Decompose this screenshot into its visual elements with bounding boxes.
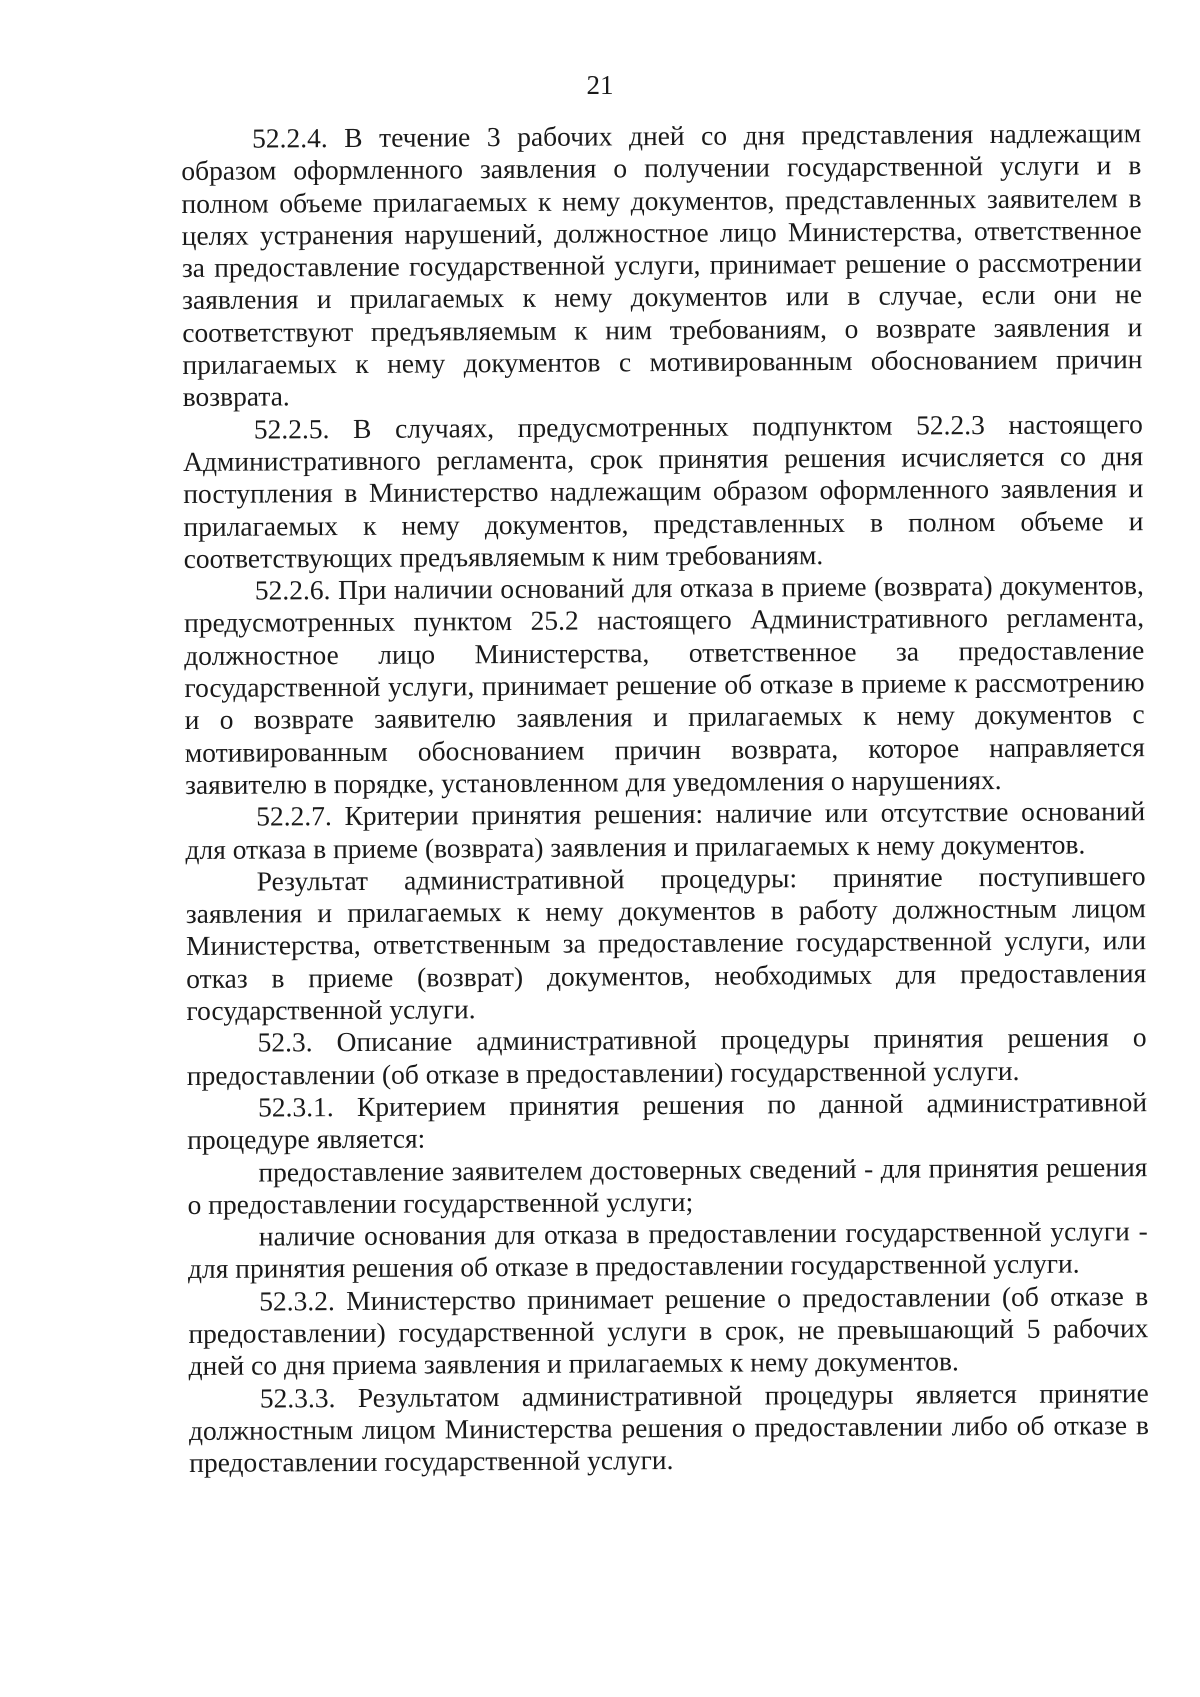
document-body [181,117,1149,1479]
page-number: 21 [586,70,614,100]
paragraph-52-3-2: 52.3.2. Министерство принимает решение о предоставлении (об отказе в предоставлении) государственной услуги в срок, не превышающий 5 рабочих дней со дня приема заявления и прилагаемых к нему документов. [188,1279,1149,1382]
paragraph-52-2-7: 52.2.7. Критерии принятия решения: наличие или отсутствие оснований для отказа в приеме (возврата) заявления и прилагаемых к нему документов. [185,795,1146,865]
paragraph-criterion-grant: предоставление заявителем достоверных сведений - для принятия решения о предоставлении государственной услуги; [187,1150,1148,1220]
paragraph-52-2-5: 52.2.5. В случаях, предусмотренных подпунктом 52.2.3 настоящего Административного регламента, срок принятия решения исчисляется со дня поступления в Министерство надлежащим образом оформленного заявления и прилагаемых к нему документов, представленных в полном объеме и соответствующих предъявляемым к ним требованиям. [182,407,1144,574]
paragraph-52-2-6: 52.2.6. При наличии оснований для отказа в приеме (возврата) документов, предусмотренных пунктом 25.2 настоящего Административного регламента, должностное лицо Министерства, ответственное за предоставление государственной услуги, принимает решение об отказе в приеме к рассмотрению и о возврате заявителю заявления и прилагаемых к нему документов с мотивированным обоснованием причин возврата, которое направляется заявителю в порядке, установленном для уведомления о нарушениях. [183,569,1145,800]
paragraph-52-3-1: 52.3.1. Критерием принятия решения по данной административной процедуре является: [187,1086,1148,1156]
paragraph-52-3: 52.3. Описание административной процедуры принятия решения о предоставлении (об отказе в предоставлении) государственной услуги. [186,1021,1147,1091]
paragraph-procedure-result: Результат административной процедуры: принятие поступившего заявления и прилагаемых к нему документов в работу должностным лицом Министерства, ответственным за предоставление государственной услуги, или отказ в приеме (возврат) документов, необходимых для предоставления государственной услуги. [185,859,1147,1026]
paragraph-52-2-4: 52.2.4. В течение 3 рабочих дней со дня представления надлежащим образом оформленного заявления о получении государственной услуги и в полном объеме прилагаемых к нему документов, представленных заявителем в целях устранения нарушений, должностное лицо Министерства, ответственное за предоставление государственной услуги, принимает решение о рассмотрении заявления и прилагаемых к нему документов или в случае, если они не соответствуют предъявляемым к ним требованиям, о возврате заявления и прилагаемых к нему документов с мотивированным обоснованием причин возврата. [181,117,1143,413]
paragraph-criterion-refuse: наличие основания для отказа в предоставлении государственной услуги - для принятия решения об отказе в предоставлении государственной услуги. [187,1215,1148,1285]
paragraph-52-3-3: 52.3.3. Результатом административной процедуры является принятие должностным лицом Министерства решения о предоставлении либо об отказе в предоставлении государственной услуги. [188,1376,1150,1479]
